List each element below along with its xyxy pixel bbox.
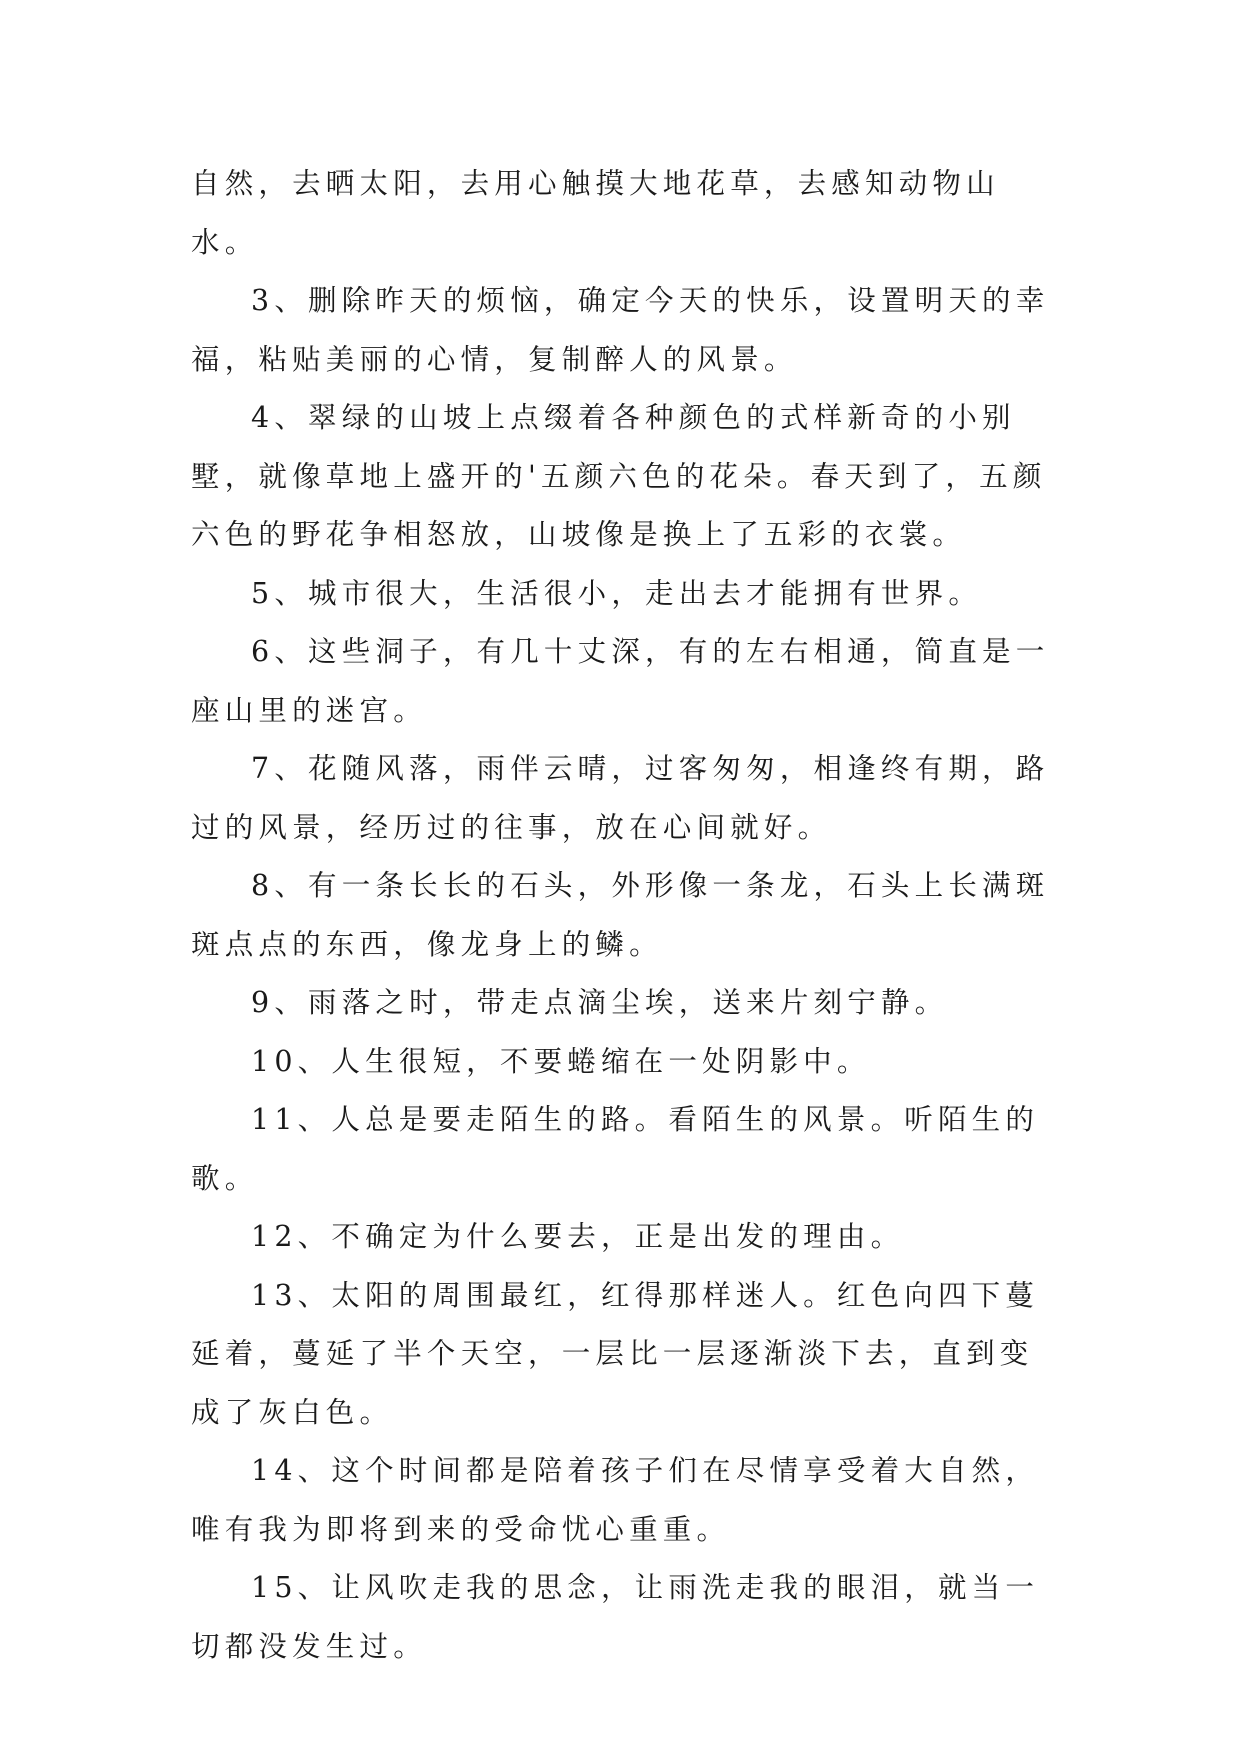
paragraph-7: 7、花随风落，雨伴云晴，过客匆匆，相逢终有期，路过的风景，经历过的往事，放在心间就好。 bbox=[191, 752, 1050, 844]
paragraph-11: 11、人总是要走陌生的路。看陌生的风景。听陌生的歌。 bbox=[191, 1103, 1040, 1195]
paragraph-10: 10、人生很短，不要蜷缩在一处阴影中。 bbox=[251, 1044, 871, 1078]
paragraph-4: 4、翠绿的山坡上点缀着各种颜色的式样新奇的小别墅，就像草地上盛开的'五颜六色的花朵。春天到了，五颜六色的野花争相怒放，山坡像是换上了五彩的衣裳。 bbox=[191, 401, 1047, 551]
paragraph-15: 15、让风吹走我的思念，让雨洗走我的眼泪，就当一切都没发生过。 bbox=[191, 1571, 1040, 1663]
paragraph-9: 9、雨落之时，带走点滴尘埃，送来片刻宁静。 bbox=[251, 986, 949, 1019]
document-body bbox=[191, 155, 1051, 1676]
paragraph-3: 3、删除昨天的烦恼，确定今天的快乐，设置明天的幸福，粘贴美丽的心情，复制醉人的风景。 bbox=[191, 284, 1050, 376]
paragraph-12: 12、不确定为什么要去，正是出发的理由。 bbox=[251, 1220, 905, 1253]
paragraph-14: 14、这个时间都是陪着孩子们在尽情享受着大自然，唯有我为即将到来的受命忧心重重。 bbox=[191, 1454, 1040, 1546]
paragraph-continuation: 自然，去晒太阳，去用心触摸大地花草，去感知动物山水。 bbox=[191, 167, 1000, 259]
paragraph-5: 5、城市很大，生活很小，走出去才能拥有世界。 bbox=[251, 576, 983, 610]
paragraph-6: 6、这些洞子，有几十丈深，有的左右相通，简直是一座山里的迷宫。 bbox=[191, 635, 1050, 727]
paragraph-8: 8、有一条长长的石头，外形像一条龙，石头上长满斑斑点点的东西，像龙身上的鳞。 bbox=[191, 869, 1050, 961]
paragraph-13: 13、太阳的周围最红，红得那样迷人。红色向四下蔓延着，蔓延了半个天空，一层比一层逐渐淡下去，直到变成了灰白色。 bbox=[191, 1278, 1040, 1429]
